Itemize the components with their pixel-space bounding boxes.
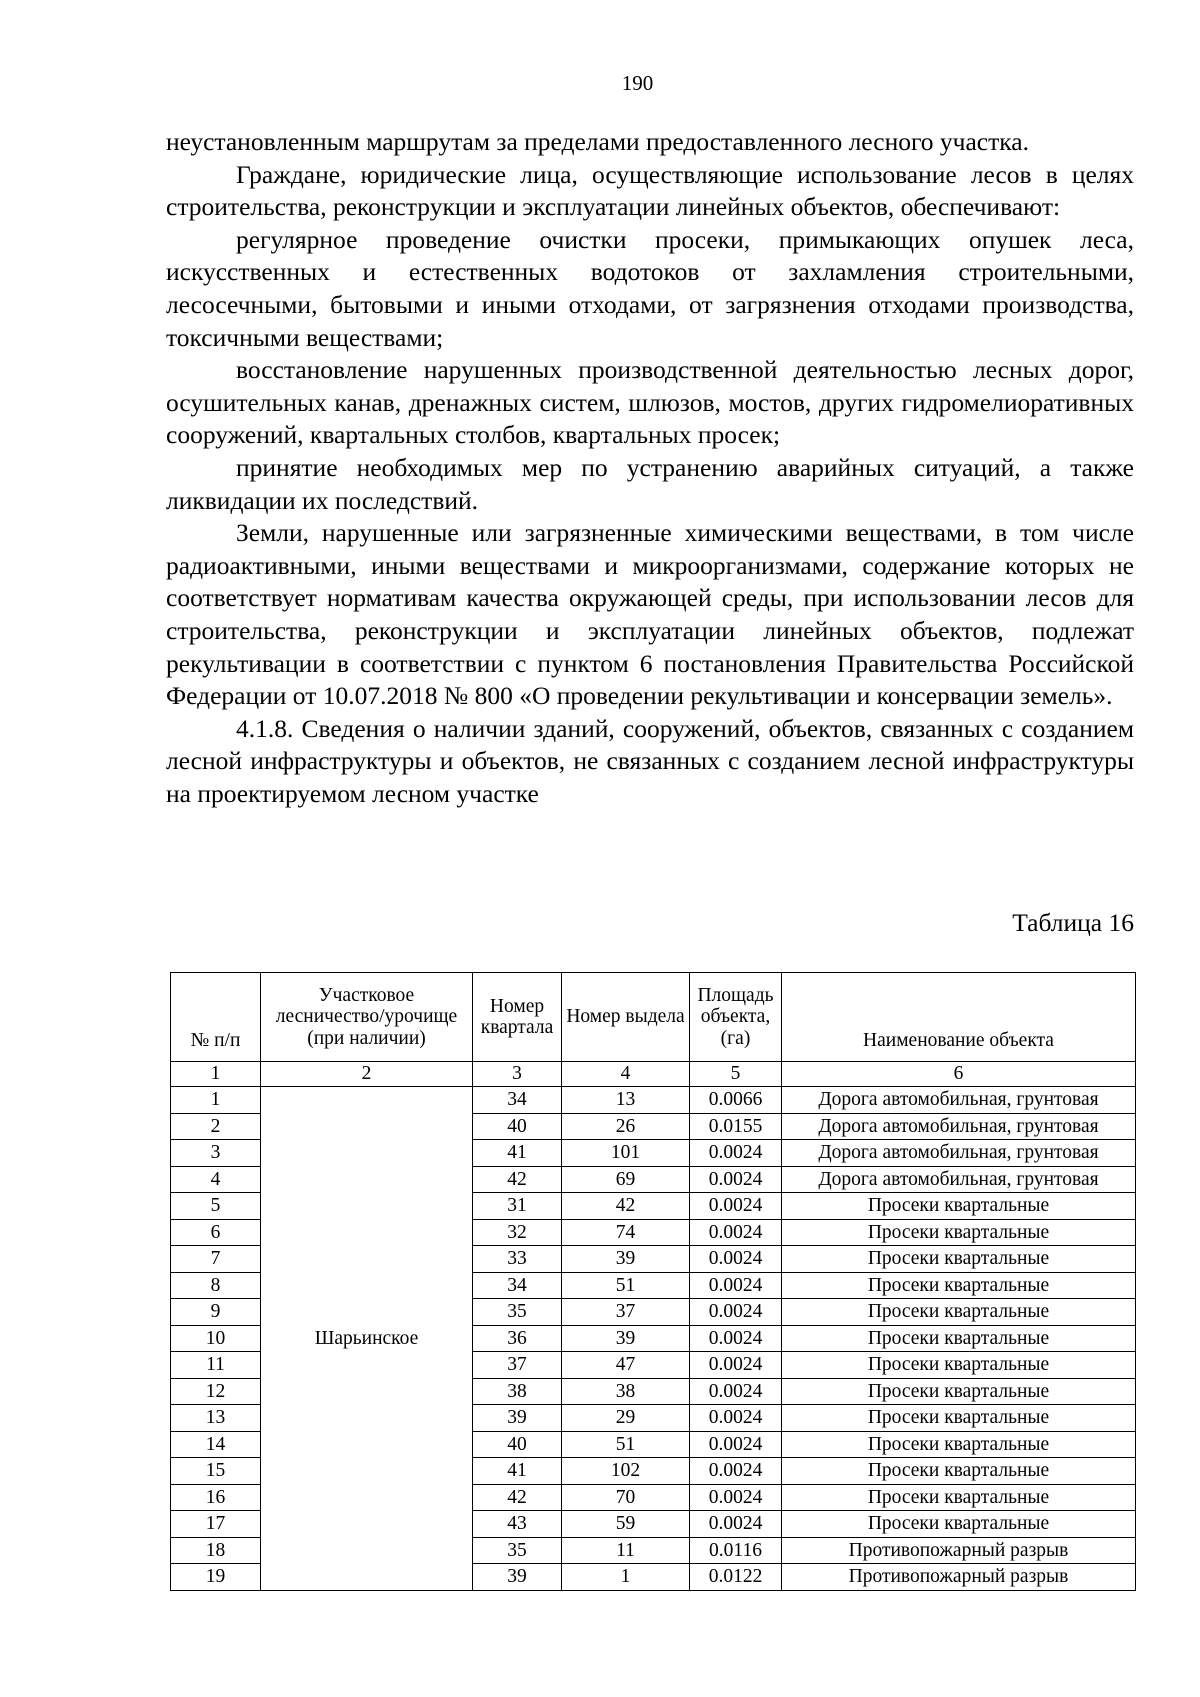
kvartal-cell: 40 — [473, 1431, 562, 1458]
column-number: 6 — [782, 1062, 1136, 1087]
column-number: 1 — [171, 1062, 261, 1087]
area-cell: 0.0024 — [690, 1352, 782, 1379]
kvartal-cell: 38 — [473, 1378, 562, 1405]
area-cell: 0.0024 — [690, 1166, 782, 1193]
kvartal-cell: 39 — [473, 1564, 562, 1591]
column-number: 4 — [562, 1062, 690, 1087]
column-numbers-row — [171, 1062, 1136, 1087]
object-name-cell: Противопожарный разрыв — [782, 1564, 1136, 1591]
kvartal-cell: 37 — [473, 1352, 562, 1379]
object-name-cell: Просеки квартальные — [782, 1246, 1136, 1273]
area-cell: 0.0116 — [690, 1537, 782, 1564]
area-cell: 0.0024 — [690, 1511, 782, 1538]
paragraph: Земли, нарушенные или загрязненные химическими веществами, в том числе радиоактивными, иными веществами и микроорганизмами, содержание которых не соответствует нормативам качества окружающей среды, при использовании лесов для строительства, реконструкции и эксплуатации линейных объектов, подлежат рекультивации в соответствии с пунктом 6 постановления Правительства Российской Федерации от 10.07.2018 № 800 «О проведении рекультивации и консервации земель». — [166, 518, 1134, 711]
object-name-cell: Просеки квартальные — [782, 1219, 1136, 1246]
row-number-cell: 16 — [171, 1484, 261, 1511]
object-name-cell: Дорога автомобильная, грунтовая — [782, 1113, 1136, 1140]
table-row — [171, 1087, 1136, 1114]
kvartal-cell: 34 — [473, 1272, 562, 1299]
area-cell: 0.0024 — [690, 1325, 782, 1352]
row-number-cell: 8 — [171, 1272, 261, 1299]
kvartal-cell: 32 — [473, 1219, 562, 1246]
kvartal-cell: 41 — [473, 1458, 562, 1485]
body-text — [166, 126, 1134, 810]
vydel-cell: 101 — [562, 1140, 690, 1167]
header-area: Площадь объекта, (га) — [690, 973, 782, 1062]
area-cell: 0.0024 — [690, 1193, 782, 1220]
kvartal-cell: 34 — [473, 1087, 562, 1114]
vydel-cell: 47 — [562, 1352, 690, 1379]
object-name-cell: Просеки квартальные — [782, 1378, 1136, 1405]
object-name-cell: Просеки квартальные — [782, 1193, 1136, 1220]
row-number-cell: 7 — [171, 1246, 261, 1273]
object-name-cell: Просеки квартальные — [782, 1325, 1136, 1352]
vydel-cell: 51 — [562, 1272, 690, 1299]
kvartal-cell: 31 — [473, 1193, 562, 1220]
forestry-cell: Шарьинское — [261, 1087, 473, 1591]
area-cell: 0.0155 — [690, 1113, 782, 1140]
header-object-name: Наименование объекта — [782, 973, 1136, 1062]
vydel-cell: 13 — [562, 1087, 690, 1114]
vydel-cell: 102 — [562, 1458, 690, 1485]
vydel-cell: 1 — [562, 1564, 690, 1591]
object-name-cell: Просеки квартальные — [782, 1484, 1136, 1511]
row-number-cell: 10 — [171, 1325, 261, 1352]
vydel-cell: 42 — [562, 1193, 690, 1220]
row-number-cell: 19 — [171, 1564, 261, 1591]
vydel-cell: 51 — [562, 1431, 690, 1458]
header-vydel: Номер выдела — [562, 973, 690, 1062]
vydel-cell: 39 — [562, 1246, 690, 1273]
object-name-cell: Просеки квартальные — [782, 1299, 1136, 1326]
paragraph: восстановление нарушенных производственной деятельностью лесных дорог, осушительных канав, дренажных систем, шлюзов, мостов, других гидромелиоративных сооружений, квартальных столбов, квартальных просек; — [166, 355, 1134, 450]
kvartal-cell: 36 — [473, 1325, 562, 1352]
vydel-cell: 39 — [562, 1325, 690, 1352]
kvartal-cell: 42 — [473, 1166, 562, 1193]
kvartal-cell: 35 — [473, 1299, 562, 1326]
paragraph: регулярное проведение очистки просеки, примыкающих опушек леса, искусственных и естественных водотоков от захламления строительными, лесосечными, бытовыми и иными отходами, от загрязнения отходами производства, токсичными веществами; — [166, 224, 1134, 352]
area-cell: 0.0024 — [690, 1405, 782, 1432]
row-number-cell: 15 — [171, 1458, 261, 1485]
row-number-cell: 12 — [171, 1378, 261, 1405]
vydel-cell: 11 — [562, 1537, 690, 1564]
table-body — [171, 1087, 1136, 1591]
vydel-cell: 29 — [562, 1405, 690, 1432]
column-number: 2 — [261, 1062, 473, 1087]
row-number-cell: 9 — [171, 1299, 261, 1326]
vydel-cell: 69 — [562, 1166, 690, 1193]
header-row-number: № п/п — [171, 973, 261, 1062]
row-number-cell: 3 — [171, 1140, 261, 1167]
kvartal-cell: 35 — [473, 1537, 562, 1564]
area-cell: 0.0024 — [690, 1219, 782, 1246]
row-number-cell: 13 — [171, 1405, 261, 1432]
column-number: 5 — [690, 1062, 782, 1087]
vydel-cell: 70 — [562, 1484, 690, 1511]
vydel-cell: 26 — [562, 1113, 690, 1140]
row-number-cell: 14 — [171, 1431, 261, 1458]
table-header-row — [171, 973, 1136, 1062]
vydel-cell: 59 — [562, 1511, 690, 1538]
header-kvartal: Номер квартала — [473, 973, 562, 1062]
row-number-cell: 1 — [171, 1087, 261, 1114]
vydel-cell: 74 — [562, 1219, 690, 1246]
area-cell: 0.0024 — [690, 1484, 782, 1511]
kvartal-cell: 39 — [473, 1405, 562, 1432]
header-forestry: Участковое лесничество/урочище (при наличии) — [261, 973, 473, 1062]
vydel-cell: 37 — [562, 1299, 690, 1326]
object-name-cell: Просеки квартальные — [782, 1272, 1136, 1299]
row-number-cell: 5 — [171, 1193, 261, 1220]
area-cell: 0.0024 — [690, 1299, 782, 1326]
area-cell: 0.0066 — [690, 1087, 782, 1114]
object-name-cell: Дорога автомобильная, грунтовая — [782, 1166, 1136, 1193]
kvartal-cell: 40 — [473, 1113, 562, 1140]
row-number-cell: 2 — [171, 1113, 261, 1140]
row-number-cell: 17 — [171, 1511, 261, 1538]
paragraph: Граждане, юридические лица, осуществляющие использование лесов в целях строительства, реконструкции и эксплуатации линейных объектов, обеспечивают: — [166, 159, 1134, 222]
area-cell: 0.0024 — [690, 1431, 782, 1458]
object-name-cell: Просеки квартальные — [782, 1511, 1136, 1538]
column-number: 3 — [473, 1062, 562, 1087]
kvartal-cell: 41 — [473, 1140, 562, 1167]
object-name-cell: Просеки квартальные — [782, 1352, 1136, 1379]
area-cell: 0.0024 — [690, 1378, 782, 1405]
paragraph: принятие необходимых мер по устранению аварийных ситуаций, а также ликвидации их последствий. — [166, 452, 1134, 515]
objects-table — [170, 972, 1136, 1591]
row-number-cell: 6 — [171, 1219, 261, 1246]
kvartal-cell: 43 — [473, 1511, 562, 1538]
row-number-cell: 4 — [171, 1166, 261, 1193]
vydel-cell: 38 — [562, 1378, 690, 1405]
area-cell: 0.0024 — [690, 1458, 782, 1485]
kvartal-cell: 33 — [473, 1246, 562, 1273]
object-name-cell: Дорога автомобильная, грунтовая — [782, 1087, 1136, 1114]
area-cell: 0.0122 — [690, 1564, 782, 1591]
paragraph: 4.1.8. Сведения о наличии зданий, сооружений, объектов, связанных с созданием лесной инфраструктуры и объектов, не связанных с созданием лесной инфраструктуры на проектируемом лесном участке — [166, 713, 1134, 808]
area-cell: 0.0024 — [690, 1272, 782, 1299]
table-caption: Таблица 16 — [1012, 908, 1134, 937]
row-number-cell: 18 — [171, 1537, 261, 1564]
object-name-cell: Просеки квартальные — [782, 1431, 1136, 1458]
object-name-cell: Просеки квартальные — [782, 1458, 1136, 1485]
paragraph: неустановленным маршрутам за пределами предоставленного лесного участка. — [166, 127, 1029, 156]
object-name-cell: Противопожарный разрыв — [782, 1537, 1136, 1564]
page-number: 190 — [621, 71, 654, 95]
object-name-cell: Просеки квартальные — [782, 1405, 1136, 1432]
row-number-cell: 11 — [171, 1352, 261, 1379]
object-name-cell: Дорога автомобильная, грунтовая — [782, 1140, 1136, 1167]
area-cell: 0.0024 — [690, 1140, 782, 1167]
area-cell: 0.0024 — [690, 1246, 782, 1273]
kvartal-cell: 42 — [473, 1484, 562, 1511]
